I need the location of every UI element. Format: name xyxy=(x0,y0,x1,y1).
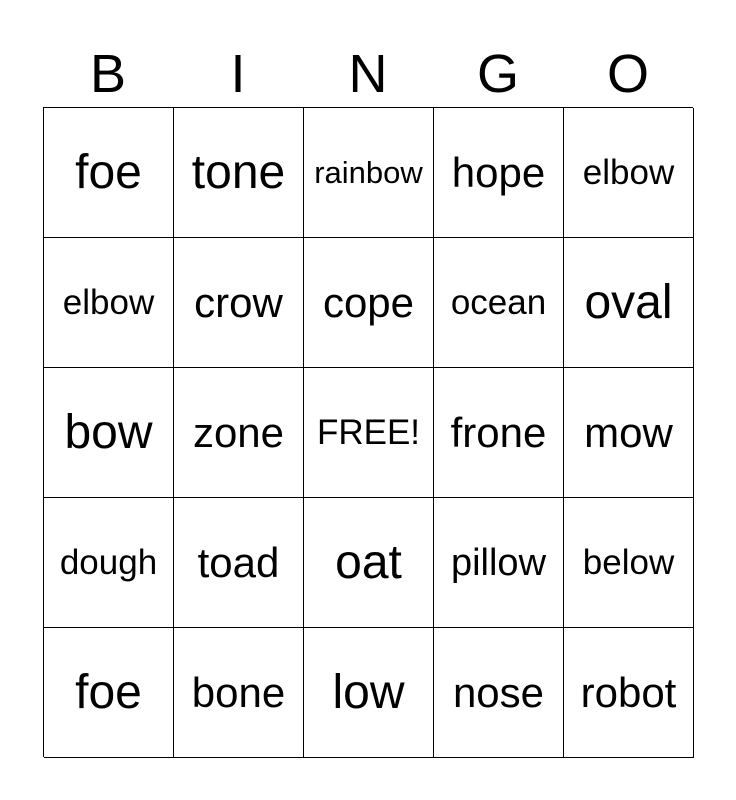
bingo-cell[interactable]: toad xyxy=(174,498,304,628)
header-letter-o: O xyxy=(606,44,649,104)
bingo-cell[interactable]: nose xyxy=(434,628,564,758)
bingo-cell[interactable]: mow xyxy=(564,368,694,498)
bingo-cell[interactable]: cope xyxy=(304,238,434,368)
bingo-board xyxy=(43,107,693,757)
header-letter-i: I xyxy=(230,44,246,104)
bingo-cell[interactable]: frone xyxy=(434,368,564,498)
header-letter-b: B xyxy=(89,44,127,104)
header-letter-g: G xyxy=(476,44,519,104)
bingo-cell[interactable]: pillow xyxy=(434,498,564,628)
bingo-cell[interactable]: zone xyxy=(174,368,304,498)
header-letter-n: N xyxy=(348,44,388,104)
bingo-cell[interactable]: dough xyxy=(44,498,174,628)
bingo-cell[interactable]: oat xyxy=(304,498,434,628)
bingo-cell[interactable]: foe xyxy=(44,628,174,758)
bingo-cell[interactable]: ocean xyxy=(434,238,564,368)
bingo-cell[interactable]: rainbow xyxy=(304,108,434,238)
bingo-header xyxy=(43,44,693,104)
bingo-cell[interactable]: bone xyxy=(174,628,304,758)
bingo-cell[interactable]: oval xyxy=(564,238,694,368)
bingo-cell[interactable]: below xyxy=(564,498,694,628)
bingo-cell[interactable]: elbow xyxy=(44,238,174,368)
bingo-cell[interactable]: bow xyxy=(44,368,174,498)
bingo-cell[interactable]: tone xyxy=(174,108,304,238)
bingo-cell[interactable]: crow xyxy=(174,238,304,368)
bingo-cell[interactable]: hope xyxy=(434,108,564,238)
bingo-cell[interactable]: low xyxy=(304,628,434,758)
free-space-cell[interactable]: FREE! xyxy=(304,368,434,498)
bingo-cell[interactable]: foe xyxy=(44,108,174,238)
bingo-cell[interactable]: elbow xyxy=(564,108,694,238)
bingo-cell[interactable]: robot xyxy=(564,628,694,758)
